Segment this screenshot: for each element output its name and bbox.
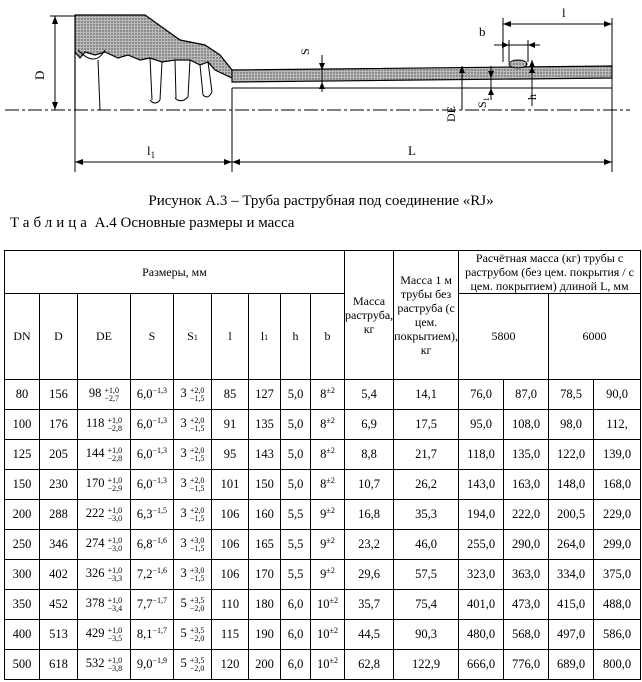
cell-s1: 3 +3,0 −1,5 [174, 530, 212, 560]
cell-l1: 160 [249, 500, 281, 530]
cell-mass-socket: 6,9 [345, 410, 394, 440]
cell-dn: 400 [5, 620, 40, 650]
cell-mass-socket: 29,6 [345, 560, 394, 590]
cell-5800-cem: 363,0 [504, 560, 549, 590]
cell-mass-socket: 35,7 [345, 590, 394, 620]
table-row [5, 410, 641, 440]
cell-mass-socket: 10,7 [345, 470, 394, 500]
cell-dn: 250 [5, 530, 40, 560]
cell-de: 378 +1,0 −3,4 [78, 590, 131, 620]
cell-h: 6,0 [281, 590, 311, 620]
cell-s: $6,0^{-1,3}$ [131, 440, 174, 470]
label-h: h [525, 94, 539, 100]
table-row [5, 650, 641, 680]
cell-mass-1m: 26,2 [394, 470, 459, 500]
cell-s1: 5 +3,5 −2,0 [174, 650, 212, 680]
cell-dn: 300 [5, 560, 40, 590]
cell-l1: 135 [249, 410, 281, 440]
cell-d: 513 [40, 620, 78, 650]
table-row [5, 470, 641, 500]
cell-s: $6,0^{-1,3}$ [131, 380, 174, 410]
cell-d: 176 [40, 410, 78, 440]
cell-6000-nocem: 78,5 [549, 380, 594, 410]
cell-6000-cem: 90,0 [594, 380, 641, 410]
cell-s1: 3 +2,0 −1,5 [174, 380, 212, 410]
cell-b: $8^{\pm 2}$ [311, 440, 345, 470]
table-row [5, 560, 641, 590]
header-b: b [311, 294, 345, 380]
cell-6000-cem: 299,0 [594, 530, 641, 560]
cell-6000-cem: 800,0 [594, 650, 641, 680]
cell-mass-socket: 5,4 [345, 380, 394, 410]
cell-l1: 127 [249, 380, 281, 410]
cell-s1: 5 +3,5 −2,0 [174, 620, 212, 650]
cell-d: 618 [40, 650, 78, 680]
cell-l: 85 [212, 380, 249, 410]
label-l1: $l_1$ [147, 143, 156, 160]
header-mass-socket: Масса раструба, кг [345, 251, 394, 380]
figure-caption: Рисунок А.3 – Труба раструбная под соединение «RJ» [148, 193, 494, 209]
header-h: h [281, 294, 311, 380]
header-len-6000: 6000 [549, 294, 641, 380]
cell-h: 5,5 [281, 500, 311, 530]
cell-mass-1m: 75,4 [394, 590, 459, 620]
cell-h: 6,0 [281, 620, 311, 650]
cell-b: $9^{\pm 2}$ [311, 560, 345, 590]
cell-5800-nocem: 255,0 [459, 530, 504, 560]
cell-b: $9^{\pm 2}$ [311, 530, 345, 560]
cell-5800-cem: 222,0 [504, 500, 549, 530]
cell-b: $10^{\pm 2}$ [311, 650, 345, 680]
cell-5800-cem: 290,0 [504, 530, 549, 560]
table-row [5, 500, 641, 530]
cell-mass-1m: 90,3 [394, 620, 459, 650]
cell-s1: 3 +2,0 −1,5 [174, 500, 212, 530]
cell-5800-cem: 776,0 [504, 650, 549, 680]
cell-5800-cem: 135,0 [504, 440, 549, 470]
cell-mass-1m: 122,9 [394, 650, 459, 680]
cell-d: 230 [40, 470, 78, 500]
cell-l1: 200 [249, 650, 281, 680]
cell-6000-nocem: 689,0 [549, 650, 594, 680]
cell-h: 5,0 [281, 410, 311, 440]
label-DE: DE [444, 106, 458, 122]
dimensions-table [4, 250, 641, 680]
cell-6000-nocem: 148,0 [549, 470, 594, 500]
cell-s1: 3 +2,0 −1,5 [174, 410, 212, 440]
cell-d: 452 [40, 590, 78, 620]
cell-h: 5,0 [281, 440, 311, 470]
cell-h: 5,5 [281, 560, 311, 590]
cell-b: $9^{\pm 2}$ [311, 500, 345, 530]
header-s1: S1 [174, 294, 212, 380]
cell-d: 205 [40, 440, 78, 470]
cell-s: $7,7^{-1,7}$ [131, 590, 174, 620]
table-caption [10, 215, 294, 232]
cell-s: $6,3^{-1,5}$ [131, 500, 174, 530]
cell-6000-cem: 375,0 [594, 560, 641, 590]
cell-dn: 150 [5, 470, 40, 500]
header-dn: DN [5, 294, 40, 380]
cell-d: 288 [40, 500, 78, 530]
cell-s1: 5 +3,5 −2,0 [174, 590, 212, 620]
cell-mass-socket: 16,8 [345, 500, 394, 530]
label-b: b [479, 24, 486, 39]
cell-6000-cem: 112, [594, 410, 641, 440]
cell-s: $6,0^{-1,3}$ [131, 470, 174, 500]
cell-6000-nocem: 200,5 [549, 500, 594, 530]
cell-b: $8^{\pm 2}$ [311, 470, 345, 500]
label-S1: $S_1$ [475, 97, 491, 108]
cell-s1: 3 +2,0 −1,5 [174, 440, 212, 470]
cell-l: 120 [212, 650, 249, 680]
cell-l: 106 [212, 560, 249, 590]
cell-6000-cem: 139,0 [594, 440, 641, 470]
cell-h: 5,0 [281, 380, 311, 410]
cell-5800-nocem: 76,0 [459, 380, 504, 410]
header-mass-calc: Расчётная масса (кг) трубы с раструбом (без цем. покрытия / с цем. покрытием) длиной L, мм [459, 251, 641, 294]
table-caption-number: А.4 [94, 215, 117, 231]
cell-dn: 350 [5, 590, 40, 620]
header-l: l [212, 294, 249, 380]
cell-s: $6,8^{-1,6}$ [131, 530, 174, 560]
cell-l: 95 [212, 440, 249, 470]
cell-mass-1m: 57,5 [394, 560, 459, 590]
header-sizes: Размеры, мм [5, 251, 345, 294]
cell-6000-nocem: 415,0 [549, 590, 594, 620]
cell-h: 5,0 [281, 470, 311, 500]
table-row [5, 620, 641, 650]
header-len-5800: 5800 [459, 294, 549, 380]
table-row [5, 590, 641, 620]
cell-l1: 143 [249, 440, 281, 470]
cell-5800-nocem: 143,0 [459, 470, 504, 500]
cell-de: 326 +1,0 −3,3 [78, 560, 131, 590]
header-d: D [40, 294, 78, 380]
cell-l1: 165 [249, 530, 281, 560]
cell-6000-nocem: 264,0 [549, 530, 594, 560]
label-D: D [32, 70, 47, 80]
header-l1: l1 [249, 294, 281, 380]
pipe-drawing [0, 0, 642, 190]
cell-5800-nocem: 118,0 [459, 440, 504, 470]
cell-de: 274 +1,0 −3,0 [78, 530, 131, 560]
cell-5800-cem: 163,0 [504, 470, 549, 500]
cell-mass-1m: 35,3 [394, 500, 459, 530]
label-l: l [562, 5, 566, 20]
cell-6000-cem: 229,0 [594, 500, 641, 530]
cell-de: 532 +1,0 −3,8 [78, 650, 131, 680]
cell-mass-1m: 21,7 [394, 440, 459, 470]
cell-5800-cem: 108,0 [504, 410, 549, 440]
cell-dn: 80 [5, 380, 40, 410]
cell-de: 222 +1,0 −3,0 [78, 500, 131, 530]
cell-b: $10^{\pm 2}$ [311, 620, 345, 650]
cell-mass-socket: 44,5 [345, 620, 394, 650]
cell-5800-nocem: 480,0 [459, 620, 504, 650]
cell-l1: 150 [249, 470, 281, 500]
cell-s1: 3 +2,0 −1,5 [174, 470, 212, 500]
cell-6000-cem: 488,0 [594, 590, 641, 620]
cell-dn: 200 [5, 500, 40, 530]
cell-mass-1m: 14,1 [394, 380, 459, 410]
cell-l: 106 [212, 530, 249, 560]
cell-mass-socket: 62,8 [345, 650, 394, 680]
cell-d: 156 [40, 380, 78, 410]
cell-6000-nocem: 122,0 [549, 440, 594, 470]
cell-b: $10^{\pm 2}$ [311, 590, 345, 620]
cell-5800-nocem: 401,0 [459, 590, 504, 620]
cell-5800-nocem: 666,0 [459, 650, 504, 680]
cell-h: 6,0 [281, 650, 311, 680]
label-L: L [408, 143, 416, 158]
cell-d: 402 [40, 560, 78, 590]
cell-dn: 500 [5, 650, 40, 680]
cell-l1: 190 [249, 620, 281, 650]
cell-dn: 100 [5, 410, 40, 440]
cell-5800-cem: 87,0 [504, 380, 549, 410]
cell-6000-cem: 168,0 [594, 470, 641, 500]
cell-6000-nocem: 497,0 [549, 620, 594, 650]
cell-5800-nocem: 95,0 [459, 410, 504, 440]
cell-6000-cem: 586,0 [594, 620, 641, 650]
cell-mass-socket: 23,2 [345, 530, 394, 560]
cell-b: $8^{\pm 2}$ [311, 380, 345, 410]
cell-5800-cem: 473,0 [504, 590, 549, 620]
cell-dn: 125 [5, 440, 40, 470]
cell-l: 110 [212, 590, 249, 620]
table-row [5, 530, 641, 560]
table-caption-title: Основные размеры и масса [120, 215, 295, 231]
cell-l: 106 [212, 500, 249, 530]
cell-5800-nocem: 194,0 [459, 500, 504, 530]
cell-mass-1m: 17,5 [394, 410, 459, 440]
cell-s: $7,2^{-1,6}$ [131, 560, 174, 590]
label-S: S [298, 48, 312, 55]
cell-5800-nocem: 323,0 [459, 560, 504, 590]
cell-s: $8,1^{-1,7}$ [131, 620, 174, 650]
cell-l1: 170 [249, 560, 281, 590]
cell-6000-nocem: 334,0 [549, 560, 594, 590]
cell-de: 144 +1,0 −2,8 [78, 440, 131, 470]
cell-s: $6,0^{-1,3}$ [131, 410, 174, 440]
cell-6000-nocem: 98,0 [549, 410, 594, 440]
cell-de: 170 +1,0 −2,9 [78, 470, 131, 500]
cell-l: 115 [212, 620, 249, 650]
cell-h: 5,5 [281, 530, 311, 560]
cell-s: $9,0^{-1,9}$ [131, 650, 174, 680]
cell-b: $8^{\pm 2}$ [311, 410, 345, 440]
cell-l: 101 [212, 470, 249, 500]
cell-s1: 3 +3,0 −1,5 [174, 560, 212, 590]
cell-de: 429 +1,0 −3,5 [78, 620, 131, 650]
cell-l: 91 [212, 410, 249, 440]
cell-de: 98 +1,0 −2,7 [78, 380, 131, 410]
header-mass-1m: Масса 1 м трубы без раструба (с цем. покрытием), кг [394, 251, 459, 380]
cell-l1: 180 [249, 590, 281, 620]
cell-d: 346 [40, 530, 78, 560]
table-caption-prefix: Таблица [10, 215, 91, 231]
cell-mass-1m: 46,0 [394, 530, 459, 560]
header-de: DE [78, 294, 131, 380]
header-s: S [131, 294, 174, 380]
table-row [5, 440, 641, 470]
table-row [5, 380, 641, 410]
cell-5800-cem: 568,0 [504, 620, 549, 650]
cell-de: 118 +1,0 −2,8 [78, 410, 131, 440]
cell-mass-socket: 8,8 [345, 440, 394, 470]
